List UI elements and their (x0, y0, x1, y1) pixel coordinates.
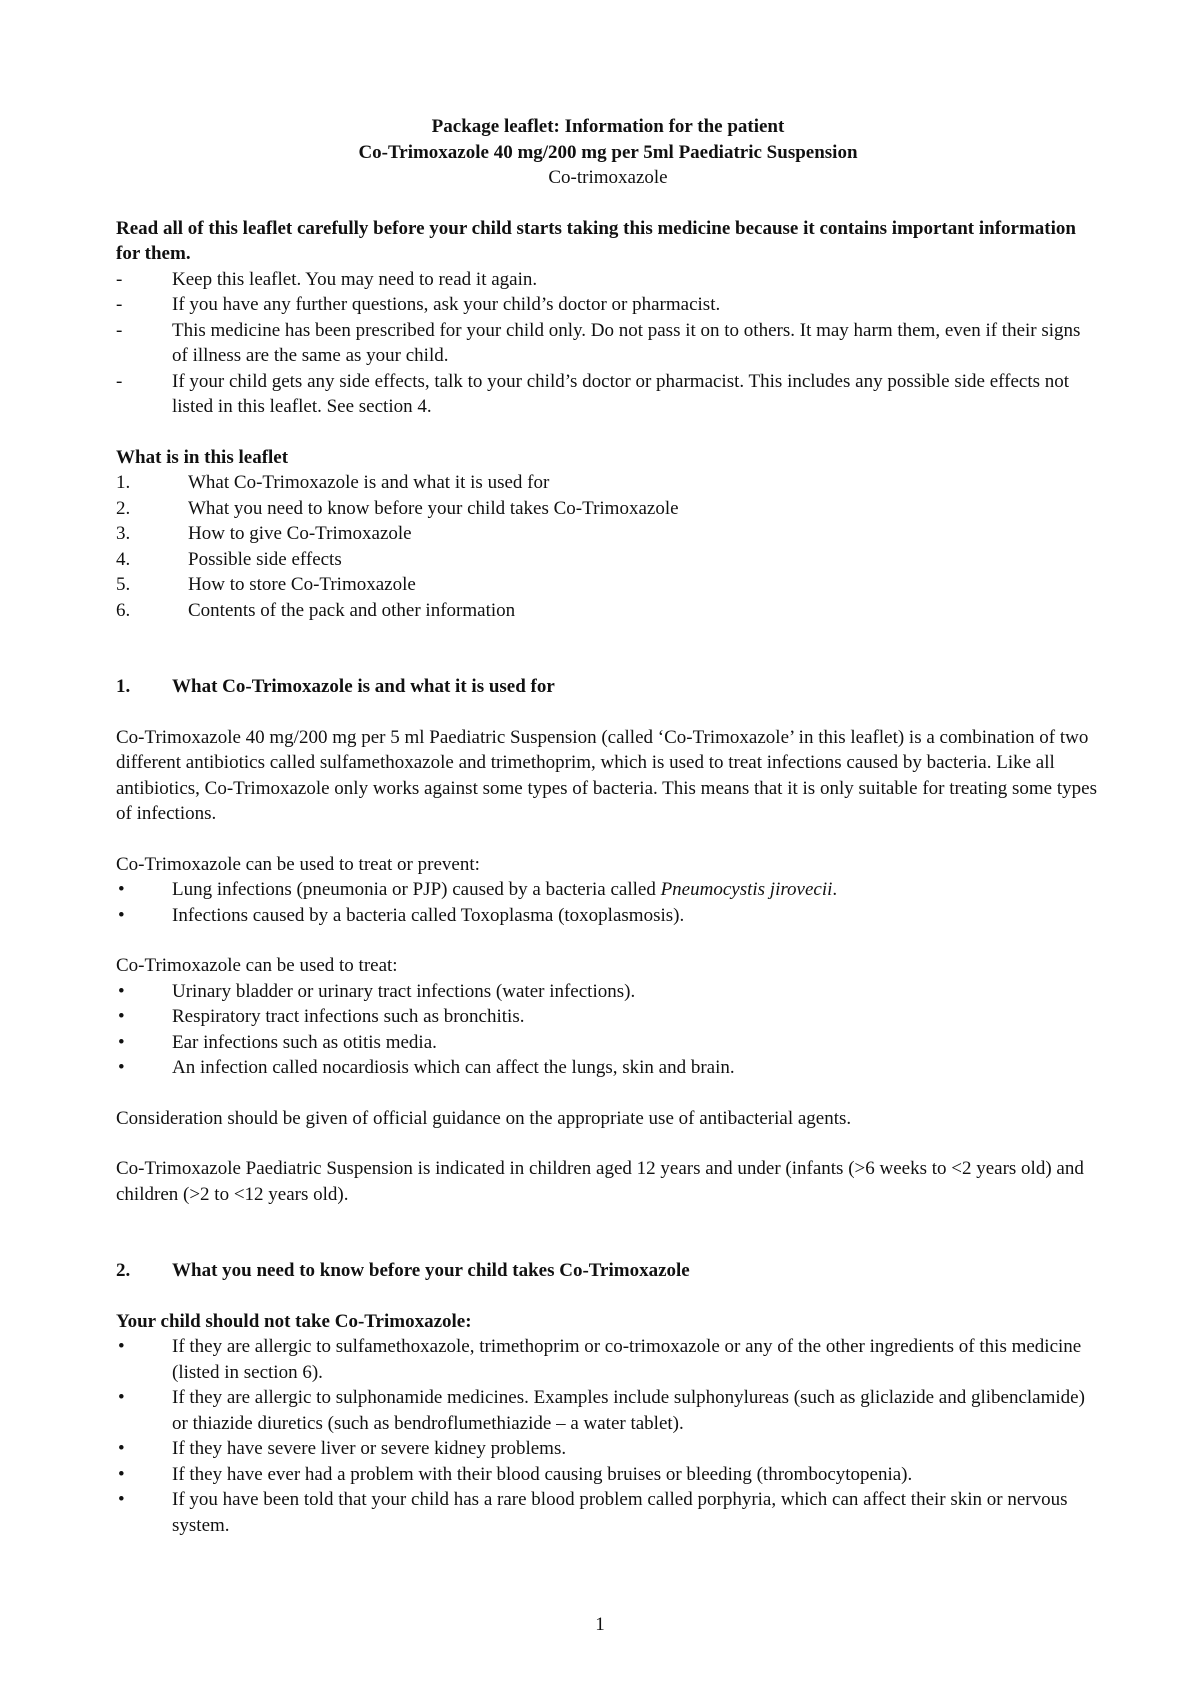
product-name: Co-Trimoxazole 40 mg/200 mg per 5ml Paediatric Suspension (358, 141, 858, 163)
dash-marker: - (116, 370, 123, 392)
section-2-heading (116, 1258, 1100, 1284)
toc-number: 5. (116, 574, 131, 595)
generic-name: Co-trimoxazole (548, 167, 668, 188)
toc-number: 1. (116, 472, 131, 493)
intro-heading: Read all of this leaflet carefully before your child starts taking this medicine because it contains important information for them. (116, 217, 1076, 264)
toc-text: What Co-Trimoxazole is and what it is used for (188, 472, 550, 493)
toc-number: 3. (116, 523, 131, 544)
contraindication-item (116, 1385, 1100, 1436)
contraindication-text: If they have ever had a problem with their blood causing bruises or bleeding (thrombocytopenia). (172, 1463, 913, 1485)
section-1-intro-paragraph: Co-Trimoxazole 40 mg/200 mg per 5 ml Paediatric Suspension (called ‘Co-Trimoxazole’ in this leaflet) is a combination of two different antibiotics called sulfamethoxazole and trimethoprim, which is used to treat infections caused by bacteria. Like all antibiotics, Co-Trimoxazole only works against some types of bacteria. This means that it is only suitable for treating some types of infections. (116, 726, 1097, 824)
contraindication-text: If they are allergic to sulphonamide medicines. Examples include sulphonylureas (such as gliclazide and glibenclamide) or thiazide diuretics (such as bendroflumethiazide – a water tablet). (172, 1387, 1085, 1434)
bullet-marker: • (118, 1336, 125, 1357)
bullet-marker: • (118, 1387, 125, 1408)
toc-text: What you need to know before your child takes Co-Trimoxazole (188, 497, 679, 519)
prevent-item-text-start: Lung infections (pneumonia or PJP) caused by a bacteria called (172, 879, 661, 900)
toc-item (116, 521, 1100, 547)
leaflet-page (116, 114, 1100, 1538)
toc-item (116, 547, 1100, 573)
bullet-marker: • (118, 879, 125, 900)
document-title: Package leaflet: Information for the patient (431, 116, 785, 137)
intro-item-text: If your child gets any side effects, talk to your child’s doctor or pharmacist. This includes any possible side effects not listed in this leaflet. See section 4. (172, 370, 1070, 417)
intro-item-text: If you have any further questions, ask your child’s doctor or pharmacist. (172, 294, 721, 315)
prevent-item-text: Infections caused by a bacteria called Toxoplasma (toxoplasmosis). (172, 904, 685, 926)
toc-item (116, 572, 1100, 598)
treat-item (116, 979, 1100, 1005)
treat-item-text: An infection called nocardiosis which can affect the lungs, skin and brain. (172, 1057, 735, 1078)
bullet-marker: • (118, 904, 125, 926)
bullet-marker: • (118, 1057, 125, 1078)
section-1-heading (116, 674, 1100, 700)
age-paragraph: Co-Trimoxazole Paediatric Suspension is indicated in children aged 12 years and under (infants (>6 weeks to <2 years old) and children (>2 to <12 years old). (116, 1158, 1084, 1205)
dash-marker: - (116, 319, 123, 341)
contraindications-heading: Your child should not take Co-Trimoxazole: (116, 1310, 472, 1332)
contraindication-item (116, 1436, 1100, 1462)
toc-item (116, 496, 1100, 522)
toc-heading: What is in this leaflet (116, 446, 289, 468)
prevent-item (116, 903, 1100, 929)
section-title: What Co-Trimoxazole is and what it is used for (172, 676, 555, 697)
toc-item (116, 598, 1100, 624)
bullet-marker: • (118, 1031, 125, 1053)
prevent-intro: Co-Trimoxazole can be used to treat or prevent: (116, 853, 480, 875)
intro-item (116, 318, 1100, 369)
prevent-item-text (172, 879, 837, 900)
toc-number: 6. (116, 599, 131, 621)
section-title: What you need to know before your child takes Co-Trimoxazole (172, 1260, 690, 1281)
treat-item (116, 1055, 1100, 1081)
prevent-item (116, 877, 1100, 903)
treat-item-text: Ear infections such as otitis media. (172, 1031, 437, 1053)
contraindication-text: If they have severe liver or severe kidney problems. (172, 1438, 567, 1459)
contraindication-text: If they are allergic to sulfamethoxazole, trimethoprim or co-trimoxazole or any of the other ingredients of this medicine (listed in section 6). (172, 1336, 1082, 1383)
intro-item (116, 369, 1100, 420)
section-number: 1. (116, 676, 131, 697)
toc-text: Possible side effects (188, 548, 342, 570)
toc-number: 4. (116, 548, 131, 570)
contraindication-item (116, 1487, 1100, 1538)
dash-marker: - (116, 294, 123, 315)
section-number: 2. (116, 1260, 131, 1281)
guidance-paragraph: Consideration should be given of official guidance on the appropriate use of antibacterial agents. (116, 1107, 852, 1129)
treat-item-text: Respiratory tract infections such as bronchitis. (172, 1006, 525, 1027)
organism-name: Pneumocystis jirovecii (660, 879, 833, 900)
treat-item-text: Urinary bladder or urinary tract infections (water infections). (172, 980, 636, 1002)
contraindication-item (116, 1334, 1100, 1385)
toc-text: How to store Co-Trimoxazole (188, 574, 416, 595)
toc-number: 2. (116, 497, 131, 519)
toc-text: Contents of the pack and other information (188, 599, 516, 621)
bullet-marker: • (118, 1489, 125, 1510)
treat-item (116, 1004, 1100, 1030)
page-number: 1 (595, 1614, 605, 1635)
treat-intro: Co-Trimoxazole can be used to treat: (116, 955, 398, 976)
bullet-marker: • (118, 1438, 125, 1459)
intro-item (116, 267, 1100, 293)
intro-item (116, 292, 1100, 318)
treat-item (116, 1030, 1100, 1056)
contraindication-item (116, 1462, 1100, 1488)
bullet-marker: • (118, 980, 125, 1002)
prevent-item-text-end: . (832, 879, 838, 900)
bullet-marker: • (118, 1463, 125, 1485)
toc-item (116, 470, 1100, 496)
contraindication-text: If you have been told that your child has a rare blood problem called porphyria, which can affect their skin or nervous system. (172, 1489, 1068, 1536)
toc-text: How to give Co-Trimoxazole (188, 523, 412, 544)
dash-marker: - (116, 268, 123, 290)
intro-item-text: This medicine has been prescribed for your child only. Do not pass it on to others. It may harm them, even if their signs of illness are the same as your child. (172, 319, 1081, 366)
intro-item-text: Keep this leaflet. You may need to read it again. (172, 268, 538, 290)
bullet-marker: • (118, 1006, 125, 1027)
